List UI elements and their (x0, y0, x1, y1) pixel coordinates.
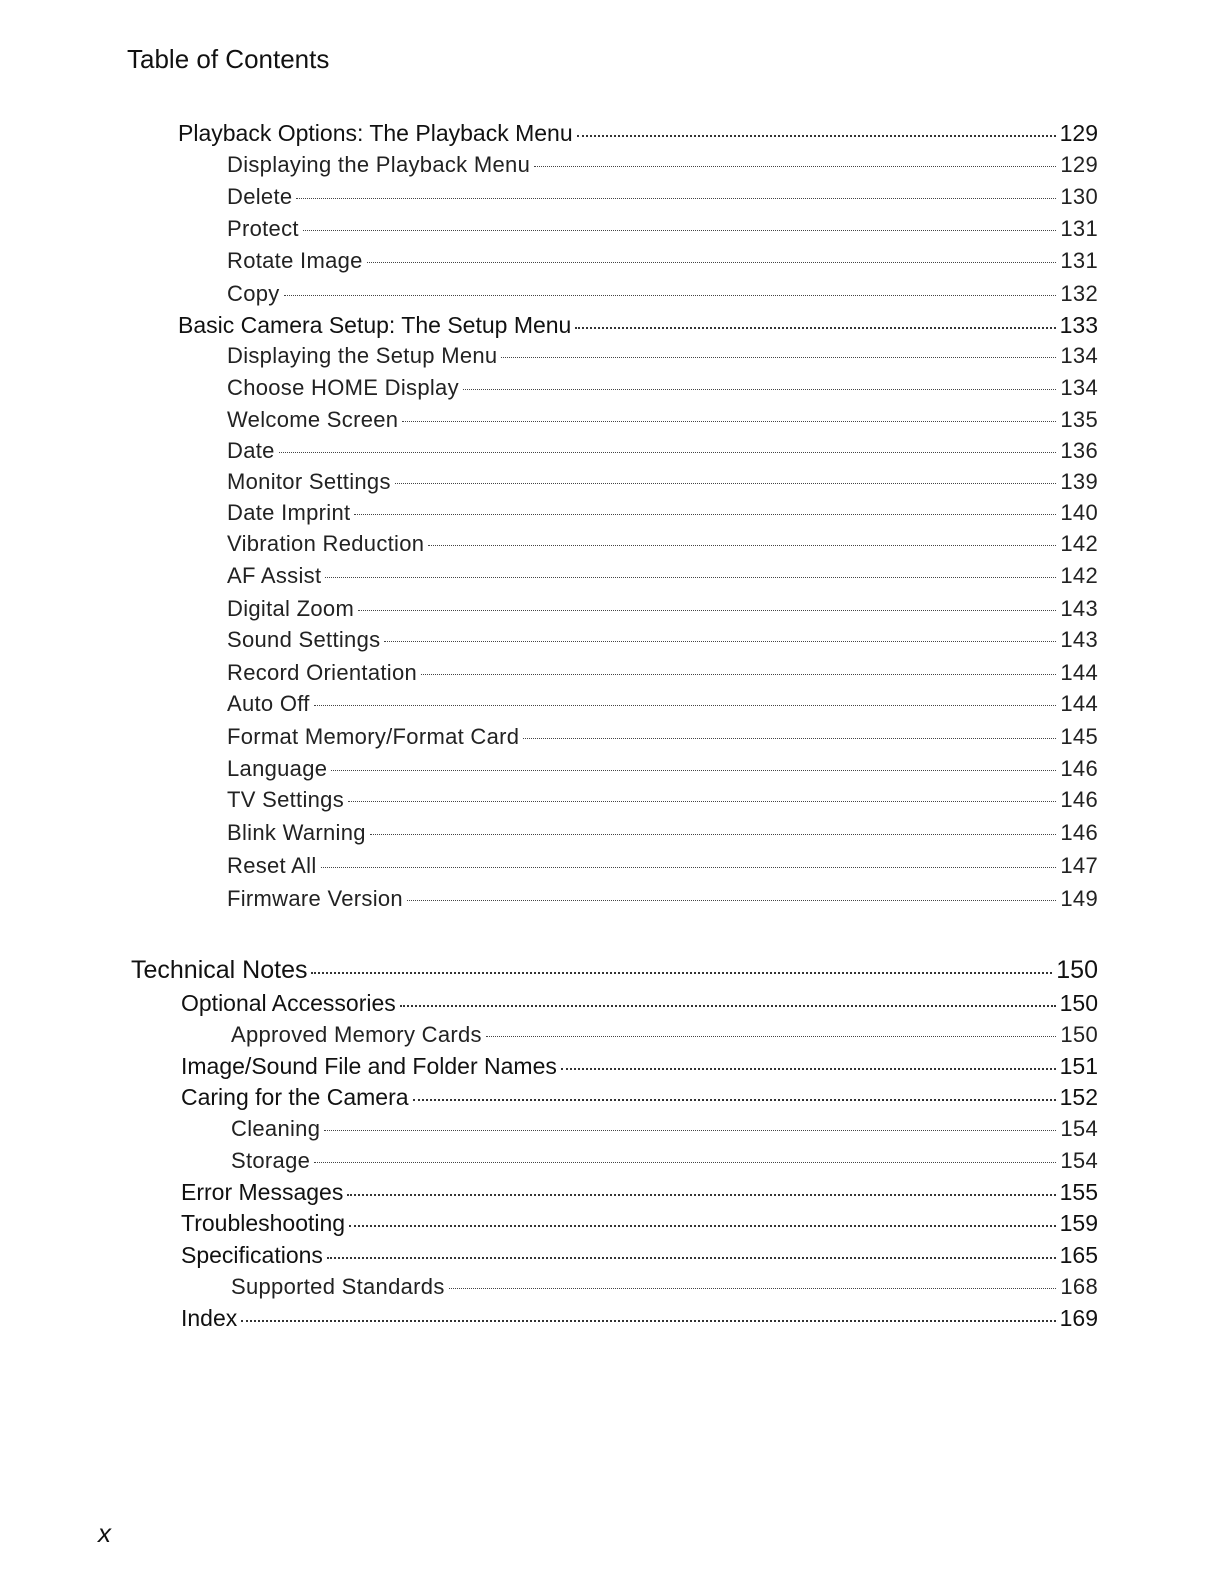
toc-entry-page: 131 (1060, 216, 1098, 241)
toc-entry[interactable] (231, 1116, 1098, 1146)
toc-entry[interactable] (227, 248, 1098, 278)
toc-entry-label: Record Orientation (227, 660, 418, 685)
toc-entry[interactable] (227, 820, 1098, 850)
toc-entry-page: 146 (1060, 787, 1098, 812)
toc-entry-label: Displaying the Setup Menu (227, 343, 498, 368)
toc-entry-label: Displaying the Playback Menu (227, 152, 531, 177)
toc-entry[interactable] (227, 596, 1098, 626)
toc-entry[interactable] (231, 1148, 1098, 1178)
toc-entry-page: 150 (1059, 990, 1098, 1016)
dot-leader (534, 166, 1056, 167)
toc-entry[interactable] (181, 1210, 1098, 1240)
toc-entry-page: 144 (1060, 691, 1098, 716)
toc-entry-label: Choose HOME Display (227, 375, 459, 400)
dot-leader (400, 1005, 1056, 1007)
dot-leader (413, 1099, 1056, 1101)
toc-entry-page: 133 (1059, 312, 1098, 338)
toc-entry-page: 154 (1060, 1116, 1098, 1141)
dot-leader (501, 357, 1056, 358)
toc-entry-page: 146 (1060, 756, 1098, 781)
toc-entry[interactable] (227, 660, 1098, 690)
toc-entry-label: Format Memory/Format Card (227, 724, 520, 749)
toc-entry-label: Delete (227, 184, 293, 209)
toc-entry[interactable] (227, 886, 1098, 916)
toc-entry[interactable] (178, 120, 1098, 150)
dot-leader (428, 545, 1056, 546)
toc-entry[interactable] (181, 1084, 1098, 1114)
toc-entry-page: 130 (1060, 184, 1098, 209)
toc-entry[interactable] (227, 407, 1098, 437)
dot-leader (577, 135, 1056, 137)
toc-entry-label: Monitor Settings (227, 469, 391, 494)
toc-entry[interactable] (227, 438, 1098, 468)
dot-leader (384, 641, 1056, 642)
toc-entry[interactable] (181, 1053, 1098, 1083)
toc-entry-label: Troubleshooting (181, 1210, 346, 1236)
toc-entry[interactable] (227, 756, 1098, 786)
dot-leader (327, 1257, 1056, 1259)
toc-entry-page: 165 (1059, 1242, 1098, 1268)
toc-entry-label: AF Assist (227, 563, 322, 588)
toc-entry[interactable] (227, 627, 1098, 657)
toc-entry-label: Storage (231, 1148, 311, 1173)
toc-entry-label: Auto Off (227, 691, 310, 716)
toc-entry-label: Technical Notes (131, 956, 308, 984)
toc-entry-label: Copy (227, 281, 280, 306)
toc-entry-page: 149 (1060, 886, 1098, 911)
dot-leader (284, 295, 1057, 296)
toc-entry-label: Welcome Screen (227, 407, 399, 432)
page-title: Table of Contents (127, 44, 330, 74)
toc-entry-label: Image/Sound File and Folder Names (181, 1053, 557, 1079)
toc-entry-label: Playback Options: The Playback Menu (178, 120, 573, 146)
dot-leader (314, 1162, 1056, 1163)
toc-entry[interactable] (227, 724, 1098, 754)
toc-entry-label: Caring for the Camera (181, 1084, 409, 1110)
toc-entry[interactable] (231, 1022, 1098, 1052)
toc-entry-label: Reset All (227, 853, 317, 878)
toc-entry-label: Optional Accessories (181, 990, 396, 1016)
toc-entry-page: 159 (1059, 1210, 1098, 1236)
dot-leader (349, 1225, 1056, 1227)
dot-leader (463, 389, 1057, 390)
dot-leader (324, 1130, 1056, 1131)
toc-entry-page: 135 (1060, 407, 1098, 432)
toc-entry-page: 168 (1060, 1274, 1098, 1299)
toc-entry-page: 143 (1060, 627, 1098, 652)
toc-entry-label: Approved Memory Cards (231, 1022, 482, 1047)
dot-leader (348, 801, 1056, 802)
toc-entry-label: Cleaning (231, 1116, 321, 1141)
dot-leader (354, 514, 1056, 515)
toc-entry[interactable] (227, 691, 1098, 721)
toc-entry-page: 154 (1060, 1148, 1098, 1173)
dot-leader (421, 674, 1056, 675)
toc-entry-page: 155 (1059, 1179, 1098, 1205)
toc-entry[interactable] (227, 531, 1098, 561)
toc-entry[interactable] (227, 469, 1098, 499)
dot-leader (395, 483, 1057, 484)
toc-entry-label: Firmware Version (227, 886, 403, 911)
toc-entry[interactable] (227, 152, 1098, 182)
dot-leader (303, 230, 1057, 231)
toc-entry-label: Vibration Reduction (227, 531, 425, 556)
toc-entry[interactable] (181, 990, 1098, 1020)
dot-leader (311, 972, 1052, 974)
dot-leader (407, 900, 1056, 901)
toc-entry-page: 152 (1059, 1084, 1098, 1110)
dot-leader (523, 738, 1056, 739)
toc-entry[interactable] (227, 281, 1098, 311)
dot-leader (331, 770, 1056, 771)
toc-entry-page: 136 (1060, 438, 1098, 463)
toc-entry-page: 145 (1060, 724, 1098, 749)
toc-entry[interactable] (181, 1179, 1098, 1209)
toc-entry[interactable] (227, 343, 1098, 373)
toc-entry[interactable] (227, 375, 1098, 405)
toc-entry-page: 140 (1060, 500, 1098, 525)
toc-entry[interactable] (181, 1242, 1098, 1272)
dot-leader (325, 577, 1056, 578)
toc-entry[interactable] (227, 853, 1098, 883)
toc-entry-label: Digital Zoom (227, 596, 355, 621)
dot-leader (296, 198, 1056, 199)
dot-leader (358, 610, 1056, 611)
dot-leader (575, 327, 1055, 329)
dot-leader (367, 262, 1057, 263)
toc-entry-page: 129 (1059, 120, 1098, 146)
toc-entry-page: 151 (1059, 1053, 1098, 1079)
toc-entry-page: 169 (1059, 1305, 1098, 1331)
toc-entry-label: Blink Warning (227, 820, 366, 845)
toc-entry-label: Sound Settings (227, 627, 381, 652)
toc-entry-page: 129 (1060, 152, 1098, 177)
toc-entry[interactable] (231, 1274, 1098, 1304)
toc-entry-page: 146 (1060, 820, 1098, 845)
toc-entry-page: 131 (1060, 248, 1098, 273)
dot-leader (347, 1194, 1055, 1196)
page-number: x (98, 1518, 111, 1548)
toc-entry-label: Rotate Image (227, 248, 363, 273)
toc-entry-label: Language (227, 756, 328, 781)
toc-entry[interactable] (131, 956, 1098, 986)
dot-leader (486, 1036, 1057, 1037)
toc-entry[interactable] (178, 312, 1098, 342)
toc-entry-page: 150 (1060, 1022, 1098, 1047)
dot-leader (279, 452, 1057, 453)
dot-leader (321, 867, 1057, 868)
toc-entry-label: Supported Standards (231, 1274, 445, 1299)
toc-entry-page: 144 (1060, 660, 1098, 685)
toc-entry-label: Date (227, 438, 275, 463)
dot-leader (314, 705, 1057, 706)
dot-leader (241, 1320, 1055, 1322)
toc-entry-label: Index (181, 1305, 238, 1331)
toc-entry-page: 134 (1060, 343, 1098, 368)
toc-entry[interactable] (181, 1305, 1098, 1335)
toc-entry-label: Date Imprint (227, 500, 351, 525)
dot-leader (402, 421, 1056, 422)
dot-leader (370, 834, 1057, 835)
toc-entry[interactable] (227, 787, 1098, 817)
toc-entry[interactable] (227, 500, 1098, 530)
toc-entry-label: Error Messages (181, 1179, 344, 1205)
toc-entry-page: 147 (1060, 853, 1098, 878)
toc-entry-page: 132 (1060, 281, 1098, 306)
dot-leader (561, 1068, 1056, 1070)
toc-entry-page: 143 (1060, 596, 1098, 621)
toc-entry-page: 142 (1060, 563, 1098, 588)
toc-entry-label: Specifications (181, 1242, 323, 1268)
toc-entry-page: 134 (1060, 375, 1098, 400)
toc-entry-label: Protect (227, 216, 299, 241)
toc-entry-page: 139 (1060, 469, 1098, 494)
toc-entry[interactable] (227, 184, 1098, 214)
toc-entry[interactable] (227, 216, 1098, 246)
dot-leader (449, 1288, 1057, 1289)
toc-entry-page: 142 (1060, 531, 1098, 556)
toc-entry[interactable] (227, 563, 1098, 593)
toc-entry-page: 150 (1056, 956, 1098, 984)
toc-entry-label: Basic Camera Setup: The Setup Menu (178, 312, 572, 338)
toc-entry-label: TV Settings (227, 787, 345, 812)
